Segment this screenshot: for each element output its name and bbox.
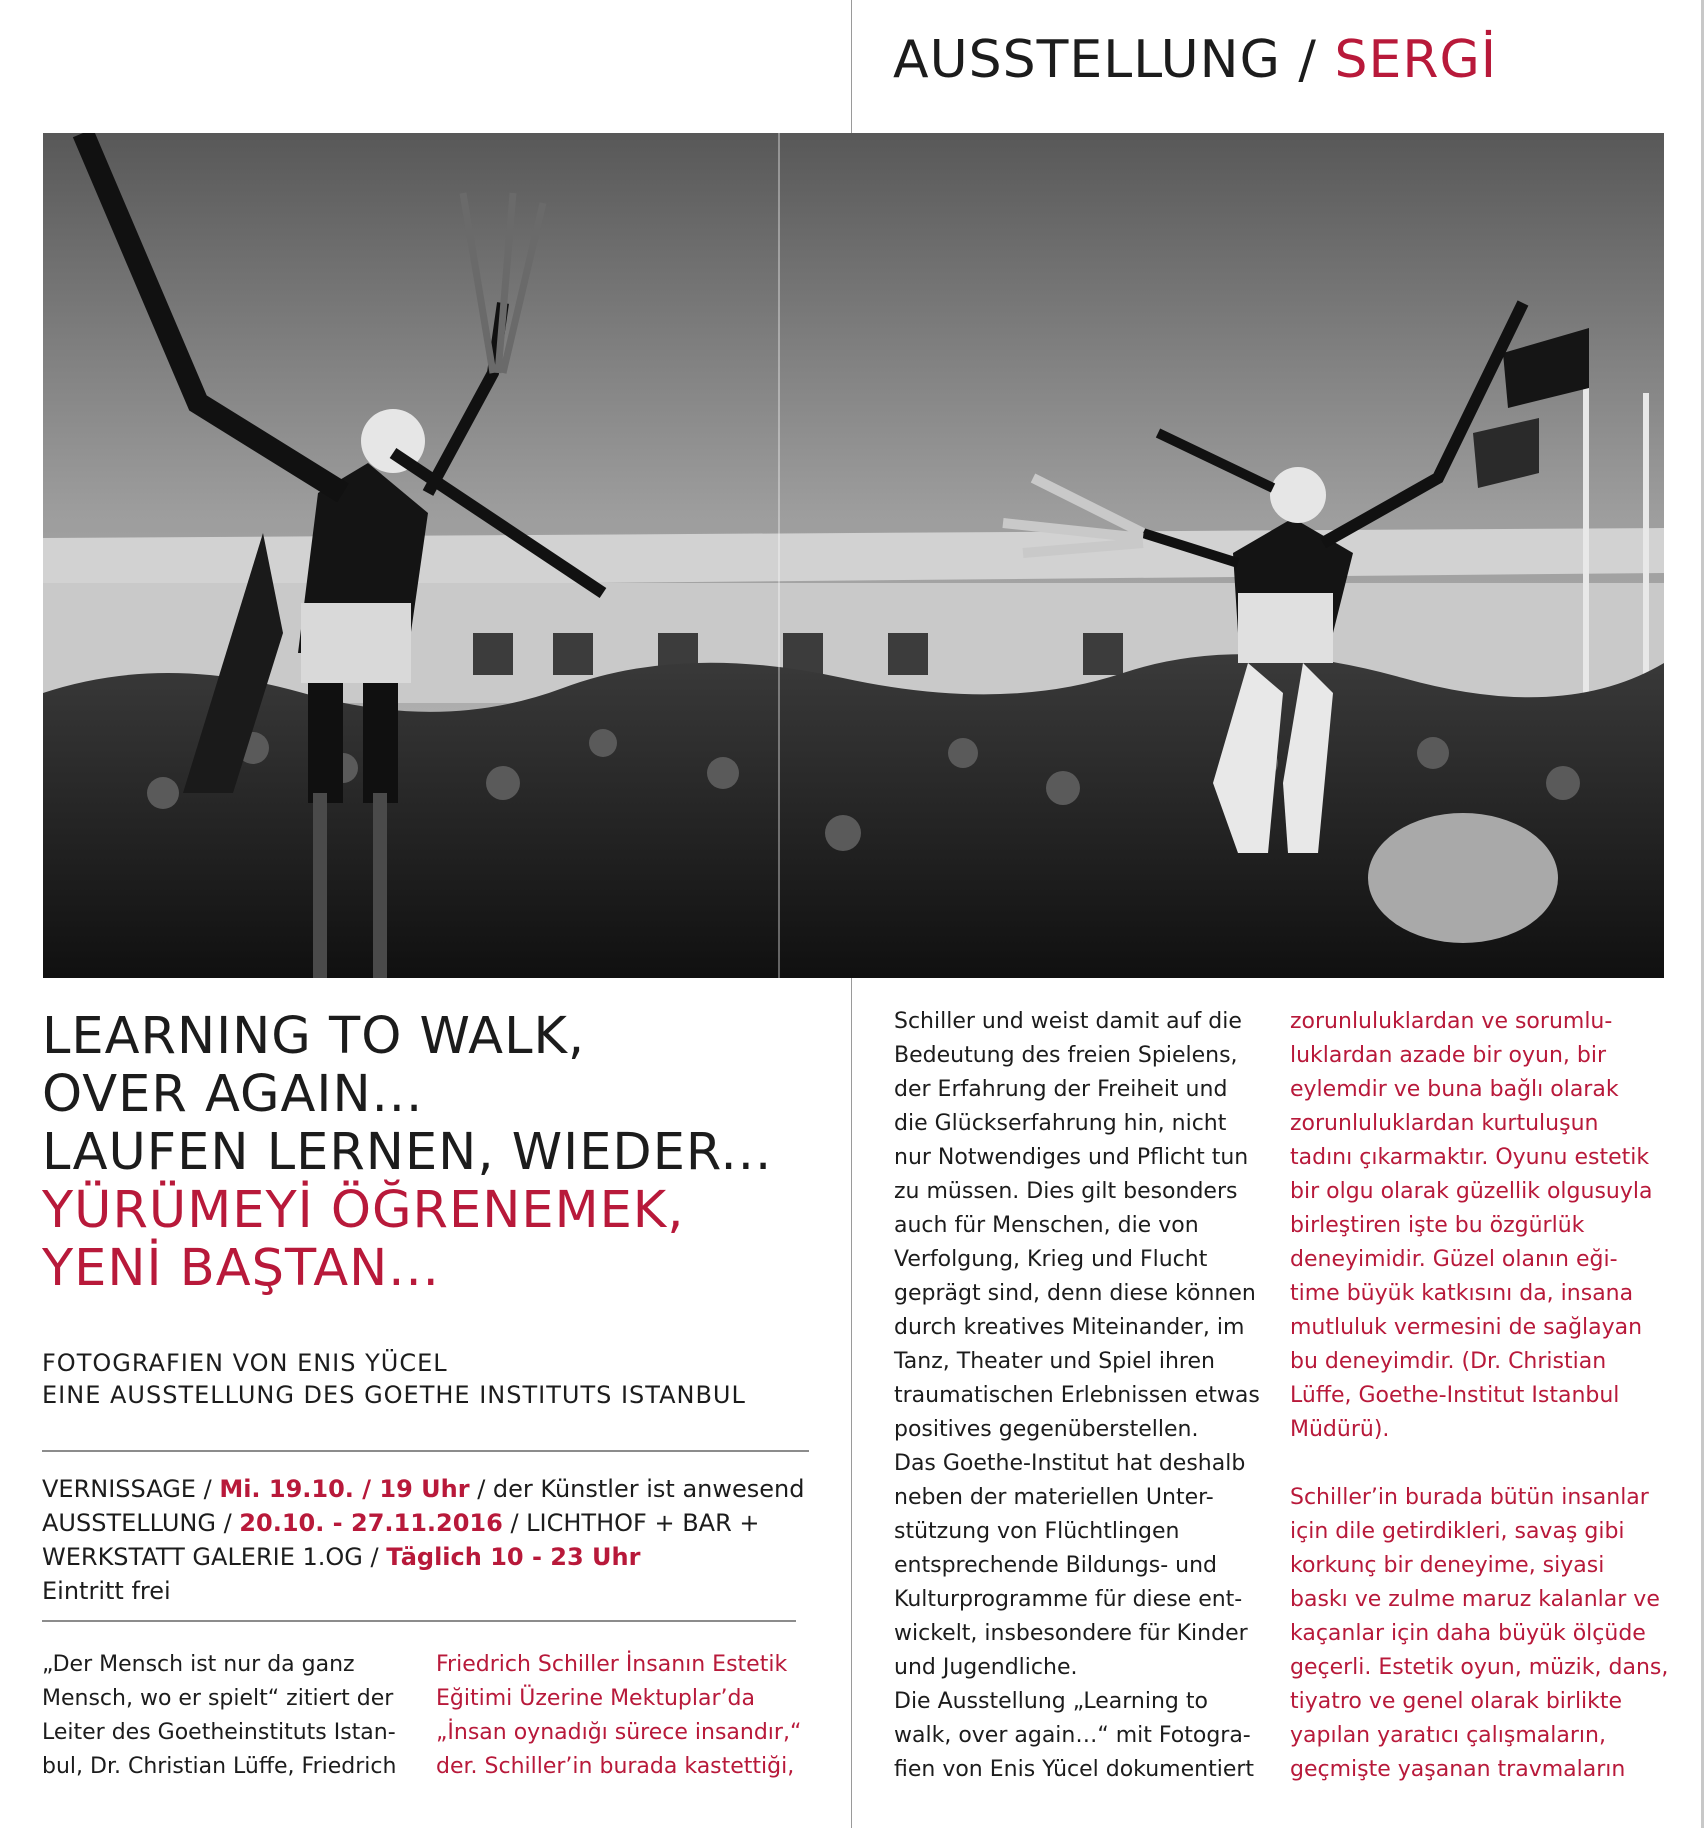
- headline-en-line1: LEARNING TO WALK,: [42, 1007, 586, 1066]
- section-header-de: AUSSTELLUNG: [893, 30, 1281, 90]
- column-line: neben der materiellen Unter-: [894, 1485, 1214, 1510]
- column-line: luklardan azade bir oyun, bir: [1290, 1043, 1607, 1068]
- column-line: bu deneyimdir. (Dr. Christian: [1290, 1349, 1607, 1374]
- subtitle: [42, 1347, 746, 1411]
- column-line: [1290, 1447, 1668, 1481]
- column-line: Schiller’in burada bütün insanlar: [1290, 1485, 1649, 1510]
- column-line: Das Goethe-Institut hat deshalb: [894, 1451, 1246, 1476]
- column-line: bir olgu olarak güzellik olgusuyla: [1290, 1179, 1653, 1204]
- section-header-separator: /: [1280, 30, 1335, 90]
- info-entry: Eintritt frei: [42, 1577, 171, 1605]
- exhibition-venue: / LICHTHOF + BAR +: [502, 1509, 760, 1537]
- column-line: bul, Dr. Christian Lüffe, Friedrich: [42, 1754, 397, 1779]
- text-column-4: [1290, 1005, 1668, 1787]
- column-line: mutluluk vermesini de sağlayan: [1290, 1315, 1643, 1340]
- headline: [42, 1008, 772, 1298]
- divider-bottom: [42, 1620, 796, 1622]
- section-header: [893, 30, 1497, 90]
- vernissage-label: VERNISSAGE /: [42, 1475, 220, 1503]
- column-line: traumatischen Erlebnissen etwas: [894, 1383, 1260, 1408]
- text-column-2: [436, 1648, 801, 1784]
- column-line: stützung von Flüchtlingen: [894, 1519, 1180, 1544]
- column-line: Eğitimi Üzerine Mektuplar’da: [436, 1686, 755, 1711]
- column-line: Schiller und weist damit auf die: [894, 1009, 1242, 1034]
- column-line: Bedeutung des freien Spielens,: [894, 1043, 1238, 1068]
- subtitle-organizer: EINE AUSSTELLUNG DES GOETHE INSTITUTS ISTANBUL: [42, 1381, 746, 1409]
- column-line: yapılan yaratıcı çalışmaların,: [1290, 1723, 1606, 1748]
- opening-hours: Täglich 10 - 23 Uhr: [386, 1543, 641, 1571]
- text-column-3: [894, 1005, 1260, 1787]
- column-line: deneyimidir. Güzel olanın eği-: [1290, 1247, 1618, 1272]
- column-line: der. Schiller’in burada kastettiği,: [436, 1754, 795, 1779]
- vernissage-note: / der Künstler ist anwesend: [469, 1475, 805, 1503]
- headline-de: LAUFEN LERNEN, WIEDER...: [42, 1123, 773, 1182]
- event-info: [42, 1472, 804, 1608]
- photo-icon: [43, 133, 1664, 978]
- exhibition-photo: [43, 133, 1664, 978]
- photo-flagpole: [1583, 373, 1589, 733]
- column-line: entsprechende Bildungs- und: [894, 1553, 1218, 1578]
- text-column-1: [42, 1648, 396, 1784]
- divider-top: [42, 1450, 809, 1452]
- column-line: baskı ve zulme maruz kalanlar ve: [1290, 1587, 1660, 1612]
- column-line: geprägt sind, denn diese können: [894, 1281, 1256, 1306]
- column-line: auch für Menschen, die von: [894, 1213, 1199, 1238]
- column-line: fien von Enis Yücel dokumentiert: [894, 1757, 1255, 1782]
- column-line: Friedrich Schiller İnsanın Estetik: [436, 1652, 788, 1677]
- column-line: der Erfahrung der Freiheit und: [894, 1077, 1228, 1102]
- column-line: zorunluluklardan kurtuluşun: [1290, 1111, 1599, 1136]
- info-venue: [42, 1540, 804, 1574]
- column-line: Lüffe, Goethe-Institut Istanbul: [1290, 1383, 1620, 1408]
- column-line: geçerli. Estetik oyun, müzik, dans,: [1290, 1655, 1669, 1680]
- exhibition-label: AUSSTELLUNG /: [42, 1509, 240, 1537]
- column-line: die Glückserfahrung hin, nicht: [894, 1111, 1227, 1136]
- column-line: Die Ausstellung „Learning to: [894, 1689, 1208, 1714]
- headline-tr-line2: YENİ BAŞTAN...: [42, 1239, 440, 1298]
- column-line: „Der Mensch ist nur da ganz: [42, 1652, 355, 1677]
- column-line: tadını çıkarmaktır. Oyunu estetik: [1290, 1145, 1650, 1170]
- venue-label: WERKSTATT GALERIE 1.OG /: [42, 1543, 387, 1571]
- info-vernissage: [42, 1472, 804, 1506]
- column-line: Kulturprogramme für diese ent-: [894, 1587, 1243, 1612]
- vernissage-date: Mi. 19.10. / 19 Uhr: [219, 1475, 470, 1503]
- column-line: nur Notwendiges und Pflicht tun: [894, 1145, 1249, 1170]
- column-line: birleştiren işte bu özgürlük: [1290, 1213, 1585, 1238]
- column-line: Müdürü).: [1290, 1417, 1390, 1442]
- photo-spread-seam: [778, 133, 780, 978]
- column-line: zorunluluklardan ve sorumlu-: [1290, 1009, 1613, 1034]
- column-line: tiyatro ve genel olarak birlikte: [1290, 1689, 1623, 1714]
- column-line: und Jugendliche.: [894, 1655, 1078, 1680]
- column-line: Leiter des Goetheinstituts Istan-: [42, 1720, 396, 1745]
- info-exhibition: [42, 1506, 804, 1540]
- headline-tr-line1: YÜRÜMEYİ ÖĞRENEMEK,: [42, 1181, 685, 1240]
- column-line: kaçanlar için daha büyük ölçüde: [1290, 1621, 1646, 1646]
- column-line: „İnsan oynadığı sürece insandır,“: [436, 1720, 802, 1745]
- column-line: eylemdir ve buna bağlı olarak: [1290, 1077, 1619, 1102]
- column-line: walk, over again…“ mit Fotogra-: [894, 1723, 1251, 1748]
- column-line: time büyük katkısını da, insana: [1290, 1281, 1634, 1306]
- column-line: Mensch, wo er spielt“ zitiert der: [42, 1686, 394, 1711]
- photo-knit-cap: [1368, 813, 1558, 943]
- headline-en-line2: OVER AGAIN...: [42, 1065, 424, 1124]
- column-line: Verfolgung, Krieg und Flucht: [894, 1247, 1208, 1272]
- column-line: positives gegenüberstellen.: [894, 1417, 1199, 1442]
- section-header-tr: SERGİ: [1334, 30, 1498, 90]
- column-line: için dile getirdikleri, savaş gibi: [1290, 1519, 1625, 1544]
- column-line: zu müssen. Dies gilt besonders: [894, 1179, 1238, 1204]
- subtitle-photographer: FOTOGRAFIEN VON ENIS YÜCEL: [42, 1349, 448, 1377]
- column-line: korkunç bir deneyime, siyasi: [1290, 1553, 1605, 1578]
- column-line: Tanz, Theater und Spiel ihren: [894, 1349, 1215, 1374]
- column-line: wickelt, insbesondere für Kinder: [894, 1621, 1248, 1646]
- exhibition-dates: 20.10. - 27.11.2016: [239, 1509, 503, 1537]
- column-line: durch kreatives Miteinander, im: [894, 1315, 1245, 1340]
- column-line: geçmişte yaşanan travmaların: [1290, 1757, 1626, 1782]
